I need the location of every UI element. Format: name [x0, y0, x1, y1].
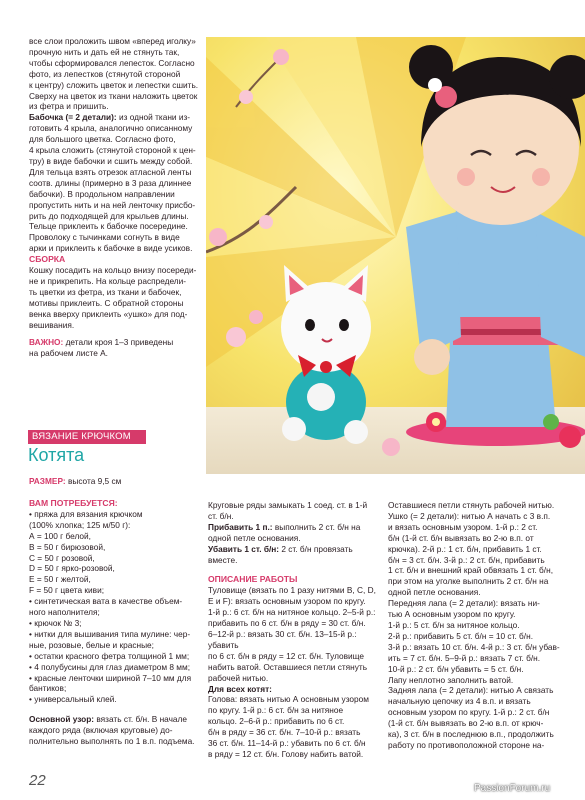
- text-line: 2 ст. б/н провязать: [279, 543, 353, 554]
- page-number: 22: [29, 772, 46, 789]
- text-line: прибавить по 6 ст. б/н в ряду = 30 ст. б/н.: [208, 618, 366, 629]
- text-line: Тельце приклеить к бабочке посередине.: [29, 221, 188, 232]
- section-banner: ВЯЗАНИЕ КРЮЧКОМ: [28, 430, 146, 444]
- text-line: 36 ст. б/н. 11–14-й р.: убавить по 6 ст. б/н: [208, 738, 366, 749]
- text-line: ного наполнителя;: [29, 607, 100, 618]
- text-line: Передняя лапа (= 2 детали): вязать ни-: [388, 598, 540, 609]
- text-line: при этом на уголке выполнить 2 ст. б/н на: [388, 576, 549, 587]
- text-line: и вязать основным узором. 1-й р.: 2 ст.: [388, 521, 538, 532]
- text-line: венка вверху приклеить «ушко» для под-: [29, 308, 188, 319]
- text-line: одной петле основания.: [388, 587, 481, 598]
- text-line: крючка). 2-й р.: 1 ст. б/н, прибавить 1 ст.: [388, 543, 542, 554]
- text-line: мотивы приклеить. С обратной стороны: [29, 297, 184, 308]
- text-line: тру) в виде бабочки и сшить между собой.: [29, 155, 193, 166]
- text-line: соотв. длины (примерно в 3 раза длиннее: [29, 177, 192, 188]
- text-line: 6–12-й р.: вязать 30 ст. б/н. 13–15-й р.: убавить: [208, 628, 357, 650]
- text-line: арки и приклеить к бабочке в виде усиков.: [29, 243, 193, 254]
- text-line: В = 50 г бирюзовой,: [29, 541, 106, 552]
- text-line: начальную цепочку из 4 в.п. и вязать: [388, 696, 531, 707]
- text-line: • крючок № 3;: [29, 617, 82, 628]
- text-line: б/н (1-й ст. б/н вывязать во 2-ю в.п. от: [388, 532, 534, 543]
- text-line: 1-й р.: 5 ст. б/н за нитяное кольцо.: [388, 619, 520, 630]
- decrease-label: Убавить 1 ст. б/н:: [208, 543, 280, 554]
- decrease-paragraph: [208, 544, 378, 555]
- text-line: по кругу. 1-й р.: 6 ст. б/н за нитяное: [208, 705, 344, 716]
- text-line: Оставшиеся петли стянуть рабочей нитью.: [388, 500, 555, 510]
- top-text-column: [29, 36, 204, 359]
- text-line: детали кроя 1–3 приведены: [63, 337, 174, 348]
- text-line: Задняя лапа (= 2 детали): нитью А связать: [388, 685, 554, 696]
- text-line: бабочки). В продольном направлении: [29, 188, 175, 199]
- instructions-column: [208, 500, 378, 760]
- watermark: PassionForum.ru: [474, 783, 551, 794]
- text-line: набить ватой. Оставшиеся петли стянуть: [208, 661, 368, 672]
- text-line: в ряду = 12 ст. б/н. Голову набить ватой.: [208, 748, 364, 759]
- text-line: ные, розовые, белые и красные;: [29, 639, 154, 650]
- materials-header: ВАМ ПОТРЕБУЕТСЯ:: [29, 498, 118, 508]
- text-line: вместе.: [208, 554, 238, 565]
- text-line: полнительно выполнять по 1 в.п. подъема.: [29, 736, 195, 747]
- product-photo: [206, 37, 585, 474]
- text-line: • остатки красного фетра толщиной 1 мм;: [29, 650, 190, 661]
- important-label: ВАЖНО:: [29, 337, 64, 348]
- text-line: не и прикрепить. На кольце распредели-: [29, 275, 187, 286]
- text-line: фото, из лепестков (стянутой стороной: [29, 68, 181, 79]
- text-line: Туловище (вязать по 1 разу нитями B, C, D,: [208, 585, 376, 596]
- text-line: по 6 ст. б/н в ряду = 12 ст. б/н. Туловище: [208, 650, 365, 661]
- text-line: 1-й р.: 6 ст. б/н на нитяное кольцо. 2–5-й р.:: [208, 607, 376, 618]
- text-line: ст. б/н.: [208, 510, 234, 521]
- text-line: вешивания.: [29, 319, 75, 330]
- text-line: чтобы сформировался лепесток. Согласно: [29, 57, 195, 68]
- text-line: • 4 полубусины для глаз диаметром 8 мм;: [29, 661, 190, 672]
- section-title: Котята: [28, 445, 85, 465]
- work-header: ОПИСАНИЕ РАБОТЫ: [208, 574, 298, 585]
- text-line: Круговые ряды замыкать 1 соед. ст. в 1-й: [208, 500, 368, 510]
- text-line: из фетра и пришить.: [29, 101, 109, 112]
- text-line: кольцо. 2–6-й р.: прибавить по 6 ст.: [208, 716, 345, 727]
- text-line: Голова: вязать нитью А основным узором: [208, 694, 369, 705]
- text-line: А = 100 г белой,: [29, 530, 91, 541]
- basic-pattern-paragraph: [29, 714, 205, 725]
- size-line: [29, 476, 121, 486]
- text-line: все слои проложить швом «вперед иголку»: [29, 36, 196, 46]
- text-line: С = 50 г розовой,: [29, 552, 95, 563]
- text-line: Кошку посадить на кольцо внизу посереди-: [29, 265, 197, 276]
- text-line: • нитки для вышивания типа мулине: чер-: [29, 628, 191, 639]
- text-line: D = 50 г ярко-розовой,: [29, 563, 115, 574]
- text-line: • пряжа для вязания крючком: [29, 508, 143, 519]
- text-line: (1-й ст. б/н вывязать во 2-ю в.п. от крюч-: [388, 718, 544, 729]
- text-line: прочную нить и дать ей не стянуть так,: [29, 46, 180, 57]
- text-line: одной петле основания.: [208, 532, 301, 543]
- text-line: 10-й р.: 2 ст. б/н убавить = 5 ст. б/н.: [388, 663, 524, 674]
- text-line: 1 ст. б/н и внешний край обвязать 1 ст. б/н,: [388, 565, 553, 576]
- text-line: (100% хлопка; 125 м/50 г):: [29, 519, 131, 530]
- text-line: из одной ткани из-: [116, 112, 191, 123]
- text-line: 2-й р.: прибавить 5 ст. б/н = 10 ст. б/н.: [388, 630, 534, 641]
- text-line: 3-й р.: вязать 10 ст. б/н. 4-й р.: 3 ст. б/н убав-: [388, 641, 560, 652]
- text-line: б/н = 3 ст. б/н. 3-й р.: 2 ст. б/н, прибавить: [388, 554, 545, 565]
- butterfly-paragraph: [29, 112, 204, 123]
- text-line: F = 50 г цвета киви;: [29, 585, 105, 596]
- photo-illustration: [206, 37, 585, 474]
- text-line: рабочей нитью.: [208, 672, 269, 683]
- text-line: рить до подходящей для крыльев длины.: [29, 210, 189, 221]
- text-line: основным узором по кругу. 1-й р.: 2 ст. б/н: [388, 707, 550, 718]
- text-line: тью А основным узором по кругу.: [388, 609, 516, 620]
- text-line: Е = 50 г желтой,: [29, 574, 91, 585]
- text-line: готовить 4 крыла, аналогично описанному: [29, 123, 193, 134]
- butterfly-label: Бабочка (= 2 детали):: [29, 112, 117, 123]
- basic-pattern-label: Основной узор:: [29, 714, 95, 725]
- increase-paragraph: [208, 522, 378, 533]
- text-line: Ушко (= 2 детали): нитью А начать с 3 в.п.: [388, 510, 551, 521]
- text-line: выполнить 2 ст. б/н на: [272, 521, 361, 532]
- text-line: 4 крыла сложить (стянутой стороной к цен-: [29, 145, 196, 156]
- text-line: бантиков;: [29, 683, 67, 694]
- text-line: Е и F): вязать основным узором по кругу.: [208, 596, 366, 607]
- text-line: Для тельца взять отрезок атласной ленты: [29, 166, 192, 177]
- materials-column: [29, 498, 205, 747]
- text-line: ть цветки из фетра, из ткани и бабочек,: [29, 286, 182, 297]
- important-note: [29, 337, 204, 348]
- instructions-column-right: [388, 500, 564, 751]
- increase-label: Прибавить 1 п.:: [208, 521, 273, 532]
- text-line: • универсальный клей.: [29, 694, 117, 705]
- text-line: на рабочем листе А.: [29, 348, 108, 359]
- assembly-header: СБОРКА: [29, 254, 66, 265]
- crochet-cat: [281, 265, 371, 444]
- text-line: Сверху на цветок из ткани наложить цветок: [29, 90, 198, 101]
- text-line: каждого ряда (включая круговые) до-: [29, 725, 173, 736]
- text-line: ка), 3 ст. б/н в последнюю в.п., продолжить: [388, 729, 554, 740]
- text-line: • синтетическая вата в качестве объем-: [29, 596, 183, 607]
- text-line: • красные ленточки шириной 7–10 мм для: [29, 672, 192, 683]
- all-cats-label: Для всех котят:: [208, 683, 272, 694]
- text-line: пропустить нить и на ней ленточку присбо-: [29, 199, 196, 210]
- text-line: б/н в ряду = 36 ст. б/н. 7–10-й р.: вязать: [208, 727, 361, 738]
- size-label: РАЗМЕР:: [29, 476, 66, 486]
- text-line: для большого цветка. Согласно фото,: [29, 134, 176, 145]
- text-line: вязать ст. б/н. В начале: [94, 714, 187, 725]
- text-line: к центру) сложить цветок и лепестки сшить.: [29, 79, 199, 90]
- text-line: Лапу неплотно заполнить ватой.: [388, 674, 514, 685]
- text-line: работу по противоположной стороне на-: [388, 739, 545, 750]
- text-line: ить = 7 ст. б/н. 5–9-й р.: вязать 7 ст. б/н.: [388, 652, 541, 663]
- text-line: Проволоку с тычинками согнуть в виде: [29, 232, 180, 243]
- size-value: высота 9,5 см: [65, 476, 122, 486]
